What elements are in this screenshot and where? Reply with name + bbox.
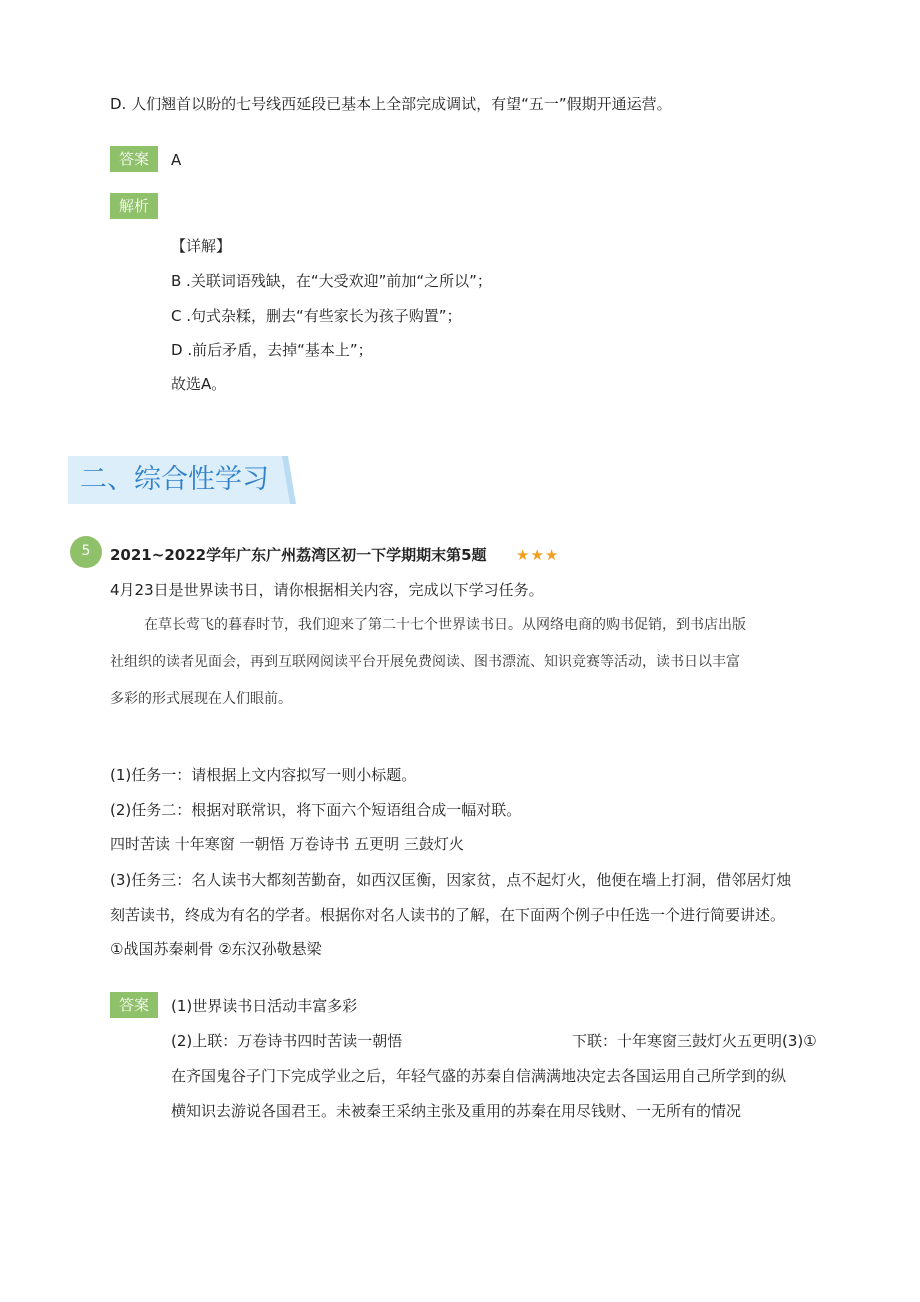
passage-line: 社组织的读者见面会，再到互联网阅读平台开展免费阅读、图书漂流、知识竞赛等活动，读书日以丰富 [110, 654, 740, 670]
answer-line-couplet-upper: (2)上联：万卷诗书四时苦读一朝悟 [171, 1032, 403, 1050]
analysis-line: 故选A。 [171, 375, 227, 393]
task-line: 刻苦读书，终成为有名的学者。根据你对名人读书的了解，在下面两个例子中任选一个进行简要讲述。 [110, 906, 786, 924]
passage-line: 多彩的形式展现在人们眼前。 [110, 691, 292, 707]
section-title: 二、综合性学习 [80, 464, 269, 495]
answer-tag: 答案 [110, 992, 158, 1018]
analysis-line: C .句式杂糅，删去“有些家长为孩子购置”； [171, 307, 462, 325]
task-line: (2)任务二：根据对联常识，将下面六个短语组合成一幅对联。 [110, 801, 522, 819]
task-line: (1)任务一：请根据上文内容拟写一则小标题。 [110, 766, 417, 784]
question-source: 2021~2022学年广东广州荔湾区初一下学期期末第5题 [110, 546, 487, 564]
answer-line: (1)世界读书日活动丰富多彩 [171, 997, 358, 1015]
answer-line: 在齐国鬼谷子门下完成学业之后，年轻气盛的苏秦自信满满地决定去各国运用自己所学到的纵 [171, 1067, 787, 1085]
difficulty-stars: ★★★ [516, 546, 560, 564]
analysis-line: 【详解】 [171, 237, 232, 255]
question-intro: 4月23日是世界读书日，请你根据相关内容，完成以下学习任务。 [110, 581, 544, 599]
analysis-line: B .关联词语残缺，在“大受欢迎”前加“之所以”； [171, 272, 492, 290]
passage-line: 在草长莺飞的暮春时节，我们迎来了第二十七个世界读书日。从网络电商的购书促销，到书店出版 [144, 617, 746, 633]
answer-value: A [171, 151, 182, 169]
answer-line-couplet-lower: 下联：十年寒窗三鼓灯火五更明(3)① [572, 1032, 817, 1050]
task-line: ①战国苏秦刺骨 ②东汉孙敬悬梁 [110, 940, 322, 958]
analysis-line: D .前后矛盾，去掉“基本上”； [171, 341, 373, 359]
task-line: (3)任务三：名人读书大都刻苦勤奋，如西汉匡衡，因家贫，点不起灯火，他便在墙上打洞，借邻居灯烛 [110, 871, 792, 889]
answer-line: 横知识去游说各国君王。未被秦王采纳主张及重用的苏秦在用尽钱财、一无所有的情况 [171, 1102, 742, 1120]
question-number-badge: 5 [70, 536, 102, 568]
answer-tag: 答案 [110, 146, 158, 172]
analysis-tag: 解析 [110, 193, 158, 219]
option-d: D. 人们翘首以盼的七号线西延段已基本上全部完成调试，有望“五一”假期开通运营。 [110, 95, 672, 113]
task-line: 四时苦读 十年寒窗 一朝悟 万卷诗书 五更明 三鼓灯火 [110, 835, 464, 853]
section-banner [68, 456, 296, 504]
